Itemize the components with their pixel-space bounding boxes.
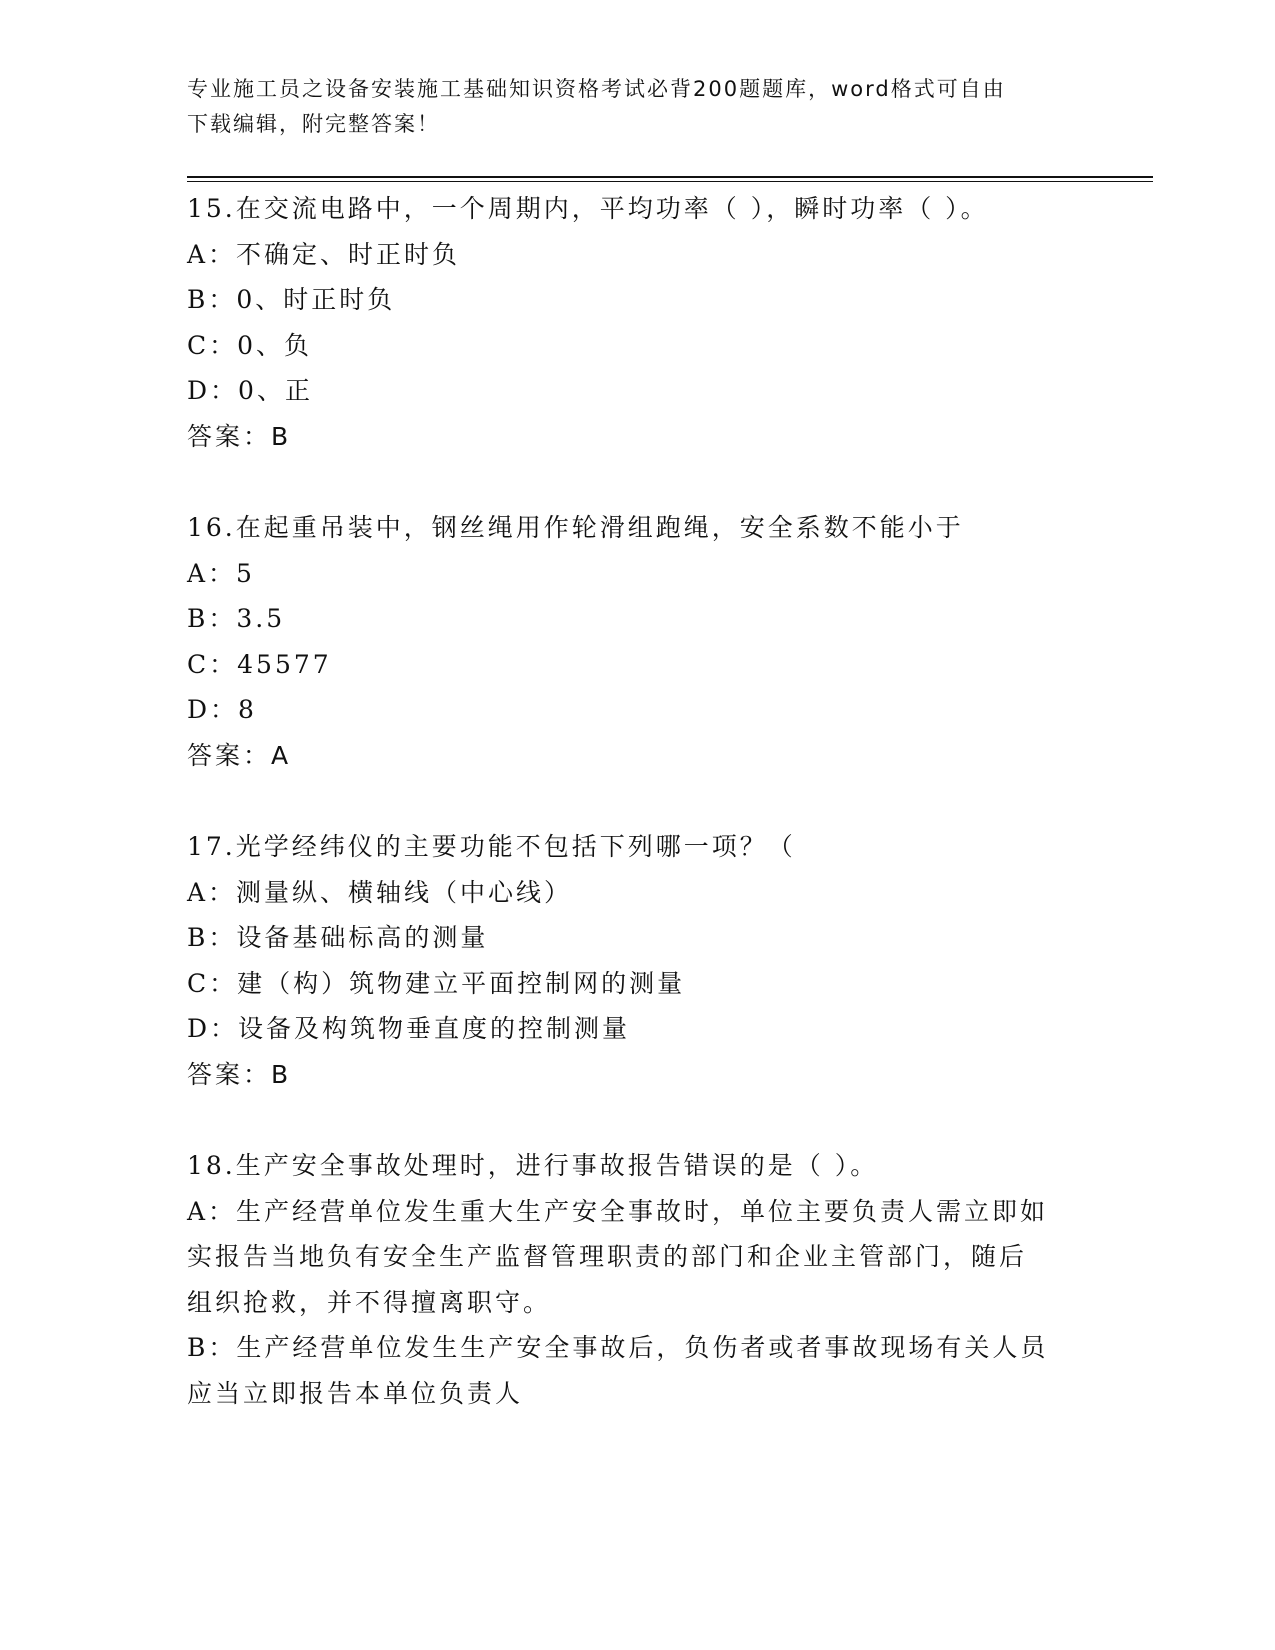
header-line-2: 下载编辑，附完整答案！	[187, 112, 440, 136]
option-a-line-3: 组织抢救，并不得擅离职守。	[187, 1287, 552, 1317]
question-stem: 15.在交流电路中，一个周期内，平均功率（ ），瞬时功率（ ）。	[187, 194, 989, 223]
option-b-line-2: 应当立即报告本单位负责人	[187, 1378, 524, 1408]
option-c: C：45577	[187, 649, 332, 679]
question-16	[187, 505, 1087, 778]
question-15	[187, 186, 1087, 459]
answer-line: 答案：A	[187, 740, 292, 770]
question-stem: 17.光学经纬仪的主要功能不包括下列哪一项？（	[187, 832, 796, 861]
question-18	[187, 1143, 1087, 1416]
answer-line: 答案：B	[187, 421, 292, 451]
header-line-1: 专业施工员之设备安装施工基础知识资格考试必背200题题库，word格式可自由	[187, 77, 1006, 101]
option-b: B：设备基础标高的测量	[187, 923, 489, 952]
option-d: D：0、正	[187, 376, 313, 405]
question-stem: 16.在起重吊装中，钢丝绳用作轮滑组跑绳，安全系数不能小于	[187, 513, 964, 542]
header-divider-thin	[187, 181, 1153, 182]
option-b: B：3.5	[187, 604, 286, 633]
option-a: A：不确定、时正时负	[187, 239, 461, 269]
document-header	[187, 72, 1067, 142]
option-d: D：设备及构筑物垂直度的控制测量	[187, 1014, 631, 1043]
option-d: D：8	[187, 695, 257, 724]
option-a-line-2: 实报告当地负有安全生产监督管理职责的部门和企业主管部门，随后	[187, 1242, 1028, 1271]
question-list	[187, 186, 1087, 1462]
question-17	[187, 824, 1087, 1097]
answer-line: 答案：B	[187, 1059, 292, 1089]
question-stem: 18.生产安全事故处理时，进行事故报告错误的是（ ）。	[187, 1151, 879, 1180]
option-c: C：建（构）筑物建立平面控制网的测量	[187, 968, 686, 998]
option-a: A：5	[187, 558, 255, 588]
option-b: B：0、时正时负	[187, 285, 396, 314]
option-a-line-1: A：生产经营单位发生重大生产安全事故时，单位主要负责人需立即如	[187, 1196, 1049, 1226]
header-divider-thick	[187, 176, 1153, 178]
option-c: C：0、负	[187, 330, 313, 360]
option-a: A：测量纵、横轴线（中心线）	[187, 877, 573, 907]
option-b-line-1: B：生产经营单位发生生产安全事故后，负伤者或者事故现场有关人员	[187, 1333, 1049, 1362]
